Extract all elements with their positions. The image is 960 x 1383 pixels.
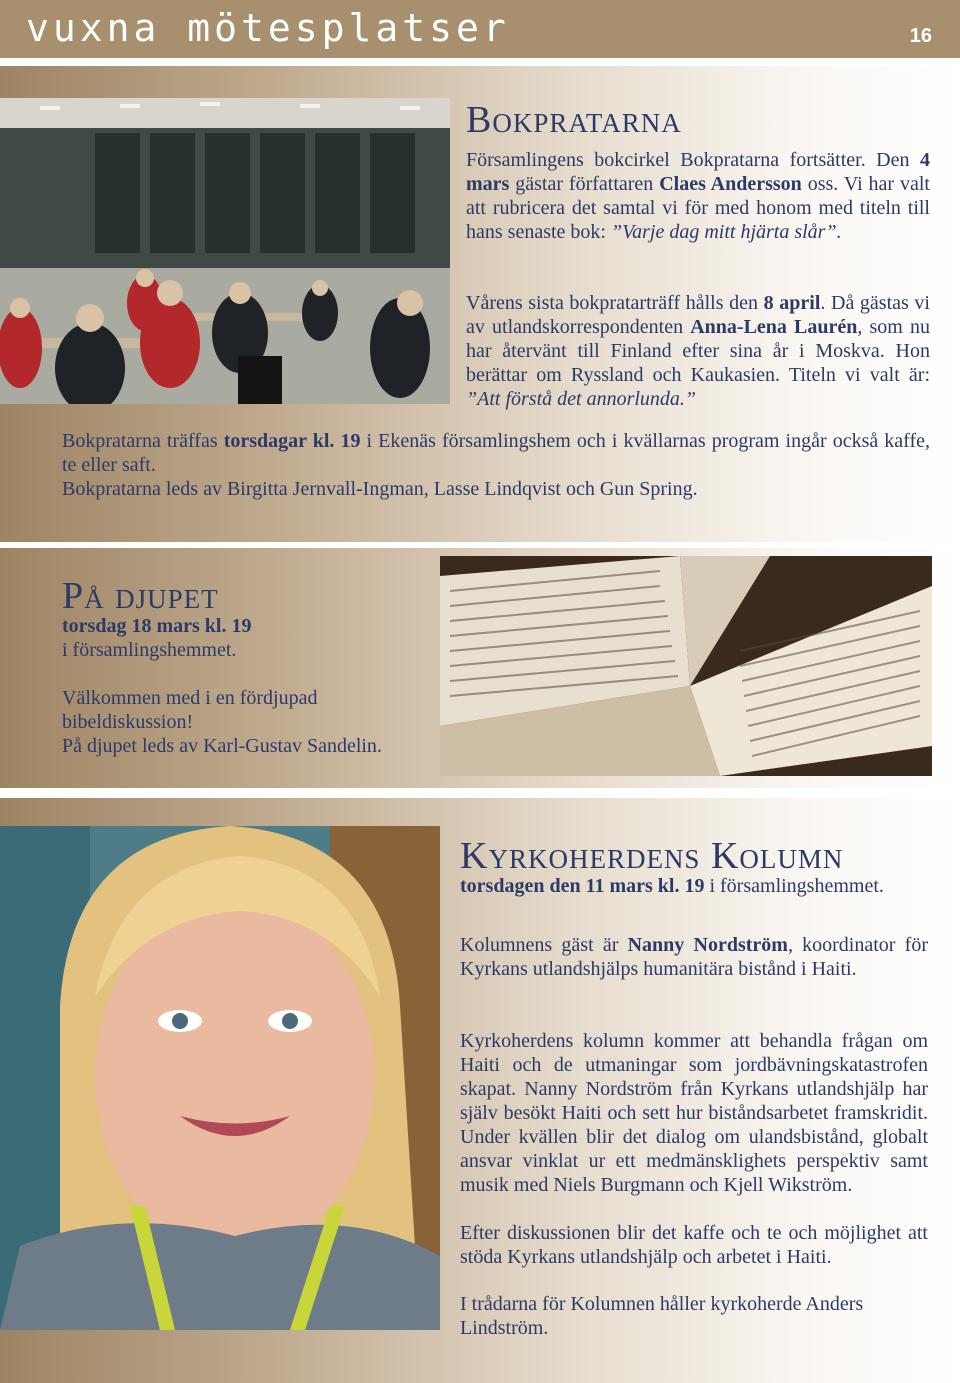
book-circle-photo	[0, 98, 450, 404]
bokpratarna-paragraph-1: Församlingens bokcirkel Bokpratarna fortsätter. Den 4 mars gästar författaren Claes Andersson oss. Vi har valt att rubricera det samtal vi för med honom med titeln till hans senaste bok: ”Varje dag mitt hjärta slår”.	[466, 149, 930, 243]
bokpratarna-paragraph-3: Bokpratarna träffas torsdagar kl. 19 i Ekenäs församlingshem och i kvällarnas program ingår också kaffe, te eller saft.	[62, 430, 931, 476]
kolumn-guest: Kolumnens gäst är Nanny Nordström, koordinator för Kyrkans utlandshjälps humanitära bistånd i Haiti.	[460, 934, 928, 980]
bokpratarna-heading: Bokpratarna	[466, 99, 682, 141]
pa-djupet-date: torsdag 18 mars kl. 19	[62, 615, 252, 637]
page-header	[0, 0, 960, 58]
pa-djupet-place: i församlingshemmet.	[62, 639, 237, 661]
kolumn-date: torsdagen den 11 mars kl. 19 i församlingshemmet.	[460, 875, 884, 897]
pa-djupet-heading: På djupet	[62, 575, 219, 617]
kolumn-paragraph-2: Efter diskussionen blir det kaffe och te och möjlighet att stöda Kyrkans utlandshjälp och arbetet i Haiti.	[460, 1222, 928, 1268]
kolumn-host: I trådarna för Kolumnen håller kyrkoherde Anders Lindström.	[460, 1293, 864, 1339]
kolumn-heading: Kyrkoherdens Kolumn	[460, 835, 844, 877]
page-number: 16	[909, 25, 932, 47]
pa-djupet-paragraph-1: Välkommen med i en fördjupad bibeldiskussion!	[62, 687, 318, 733]
portrait-photo	[0, 826, 440, 1330]
open-bible-photo	[440, 556, 932, 776]
section-title: vuxna mötesplatser	[26, 6, 510, 50]
kolumn-paragraph-1: Kyrkoherdens kolumn kommer att behandla frågan om Haiti och de utmaningar som jordbävningskatastrofen skapat. Nanny Nordström från Kyrkans utlandshjälp har själv besökt Haiti och sett hur biståndsarbetet framskridit. Under kvällen blir det dialog om ulandsbistånd, globalt ansvar vinklat ur ett medmänsklighets perspektiv samt musik med Niels Burgmann och Kjell Wikström.	[460, 1030, 928, 1196]
pa-djupet-leaders: På djupet leds av Karl-Gustav Sandelin.	[62, 735, 382, 757]
bokpratarna-leaders: Bokpratarna leds av Birgitta Jernvall-Ingman, Lasse Lindqvist och Gun Spring.	[62, 478, 698, 500]
bokpratarna-paragraph-2: Vårens sista bokpratarträff hålls den 8 april. Då gästas vi av utlandskorrespondenten Anna-Lena Laurén, som nu har återvänt till Finland efter sina år i Moskva. Hon berättar om Ryssland och Kaukasien. Titeln vi valt är: ”Att förstå det annorlunda.”	[466, 292, 930, 410]
